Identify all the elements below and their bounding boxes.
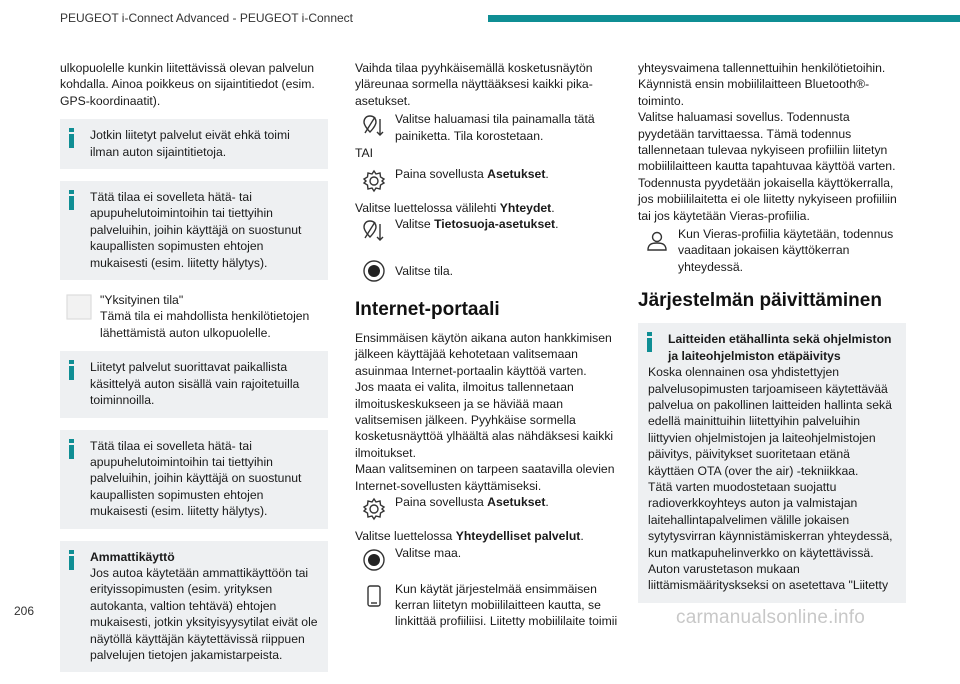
privacy-mode-text: Tämä tila ei mahdollista henkilötietojen lähettämistä auton ulkopuolelle. [100, 309, 310, 340]
info-icon [69, 190, 74, 210]
location-toggle-icon [359, 216, 389, 246]
info-icon [69, 128, 74, 148]
step-settings-app-2 [355, 494, 623, 528]
step-first-use-mobile [355, 581, 623, 630]
step-text: Valitse tila. [395, 264, 454, 279]
smartphone-icon [359, 581, 389, 611]
note-text: Jos autoa käytetään ammattikäyttöön tai erityissopimusten (esim. yrityksen autokanta, valtion tehtävä) ehtojen mukaisesti, jotkin yksityisyysytilat eivät ole näytöllä käyttäjän käytettävissä riippuen palvelujen tietojen jakamistarpeista. [90, 565, 318, 662]
step-text: Valitse maa. [395, 545, 462, 560]
note-text: Tätä tilaa ei sovelleta hätä- tai apupuhelutoimintoihin tai tiettyihin palveluihin, joihin käyttäjä on suostunut kaupallisten sopimusten ehtojen mukaisesti (esim. liitetty hälytys). [90, 190, 302, 270]
privacy-mode-row [60, 292, 328, 341]
note-emergency-2 [60, 430, 328, 529]
step-select-country [355, 545, 623, 575]
note-remote-update [638, 323, 906, 603]
note-title: Laitteiden etähallinta sekä ohjelmiston ja laiteohjelmiston etäpäivitys [668, 332, 892, 363]
note-text: Jotkin liitetyt palvelut eivät ehkä toimi ilman auton sijaintitietoja. [90, 128, 290, 159]
step-select-mode [355, 111, 623, 145]
note-location [60, 119, 328, 169]
radio-selected-icon [359, 545, 389, 575]
step-text: Paina sovellusta Asetukset. [395, 166, 549, 181]
step-settings-app [355, 166, 623, 200]
guest-profile-row [638, 226, 906, 275]
step-text: Kun käytät järjestelmää ensimmäisen kerran liitetyn mobiililaitteen kautta, se linkittää profiiliisi. Liitetty mobiililaite toimii [395, 581, 618, 629]
column-2 [355, 60, 623, 630]
watermark: carmanualsonline.info [676, 607, 866, 628]
column-1 [60, 60, 328, 684]
note-title: Ammattikäyttö [90, 549, 175, 564]
note-text: Koska olennainen osa yhdistettyjen palvelusopimusten tarjoamiseen käytettävää palvelua on pakollinen laitteiden hallinta sekä edellä mainittuihin liitettyihin palveluihin liittyvien ohjelmistojen ja laiteohjelmistojen päivitys, päivitykset suoritetaan etänä käyttäen OTA (over the air) -tekniikkaa. Tätä varten muodostetaan suojattu radioverkkoyhteys auton ja valmistajan laitehallintapalvelimen välille jokaisen sytytysvirran käynnistämiskerran yhteydessä, kun matkapuhelinverkko on käytettävissä. Auton varustetason mukaan liittämismäärityskseksi on asetettava "Liitetty [648, 365, 893, 593]
note-text: Liitetyt palvelut suorittavat paikallista käsittelyä auton sisällä vain rajoitetuilla toiminnoilla. [90, 360, 300, 408]
page-header-title: PEUGEOT i-Connect Advanced - PEUGEOT i-Connect [60, 11, 354, 25]
step-text: Valitse haluamasi tila painamalla tätä painiketta. Tila korostetaan. [395, 112, 595, 143]
column-3 [638, 60, 906, 615]
step-privacy-settings [355, 216, 623, 250]
header-accent-bar [488, 15, 960, 22]
gear-icon [359, 166, 389, 196]
col1-intro: ulkopuolelle kunkin liitettävissä olevan palvelun kohdalla. Ainoa poikkeus on sijaintitiedot (esim. GPS-koordinaatit). [60, 61, 315, 108]
page-number: 206 [14, 604, 35, 618]
guest-profile-text: Kun Vieras-profiilia käytetään, todennus vaaditaan jokaisen käyttökerran yhteydessä. [678, 227, 894, 274]
radio-selected-icon [359, 256, 389, 286]
info-icon [69, 550, 74, 570]
section-heading-internet-portal: Internet-portaali [355, 299, 500, 321]
step-text: Valitse Tietosuoja-asetukset. [395, 217, 559, 232]
privacy-mode-icon [64, 292, 94, 322]
privacy-mode-title: "Yksityinen tila" [100, 293, 184, 308]
select-tab-text: Valitse luettelossa välilehti Yhteydet. [355, 200, 555, 215]
step-select-mode-radio [355, 256, 623, 286]
note-text: Tätä tilaa ei sovelleta hätä- tai apupuhelutoimintoihin tai tiettyihin palveluihin, joihin käyttäjä on suostunut kaupallisten sopimusten ehtojen mukaisesti (esim. liitetty hälytys). [90, 438, 302, 519]
user-profile-icon [642, 226, 672, 256]
info-icon [69, 360, 74, 380]
internet-portal-body: Ensimmäisen käytön aikana auton hankkimisen jälkeen käyttäjää kehotetaan valitsemaan asuinmaa Internet-portaalin käyttöä varten. Jos maata ei valita, ilmoitus tallennetaan ilmoituskeskukseen ja se häviää maan valitsemisen jälkeen. Pyyhkäise sormella kosketusnäyttöä ylhäältä alas nähdäksesi kaikki ilmoitukset. Maan valitseminen on tarpeen saatavilla olevien Internet-sovellusten käyttämiseksi. [355, 331, 615, 493]
col3-intro: yhteysvaimena tallennettuihin henkilötietoihin. Käynnistä ensin mobiililaitteen Bluetooth®-toiminto. Valitse haluamasi sovellus. Todennusta pyydetään tarvittaessa. Tämä todennus tallennetaan tulevaa nykyiseen profiiliin liitetyn mobiililaitteen kautta tapahtuvaa käyttöä varten. Todennusta pyydetään jokaisella käyttökerralla, jos mobiililaitetta ei ole liitetty nykyiseen profiiliin tai jos käytetään Vieras-profiilia. [638, 61, 897, 223]
or-label: TAI [355, 146, 374, 161]
info-icon [69, 439, 74, 459]
gear-icon [359, 494, 389, 524]
select-connected-services: Valitse luettelossa Yhteydelliset palvelut. [355, 529, 584, 544]
note-emergency-1 [60, 181, 328, 280]
note-professional-use [60, 541, 328, 673]
step-text: Paina sovellusta Asetukset. [395, 495, 549, 510]
col2-intro: Vaihda tilaa pyyhkäisemällä kosketusnäytön yläreunaa sormella näyttääksesi kaikki pika-asetukset. [355, 61, 593, 108]
info-icon [647, 332, 652, 352]
note-local-processing [60, 351, 328, 417]
section-heading-system-update: Järjestelmän päivittäminen [638, 290, 882, 312]
location-toggle-icon [359, 111, 389, 141]
